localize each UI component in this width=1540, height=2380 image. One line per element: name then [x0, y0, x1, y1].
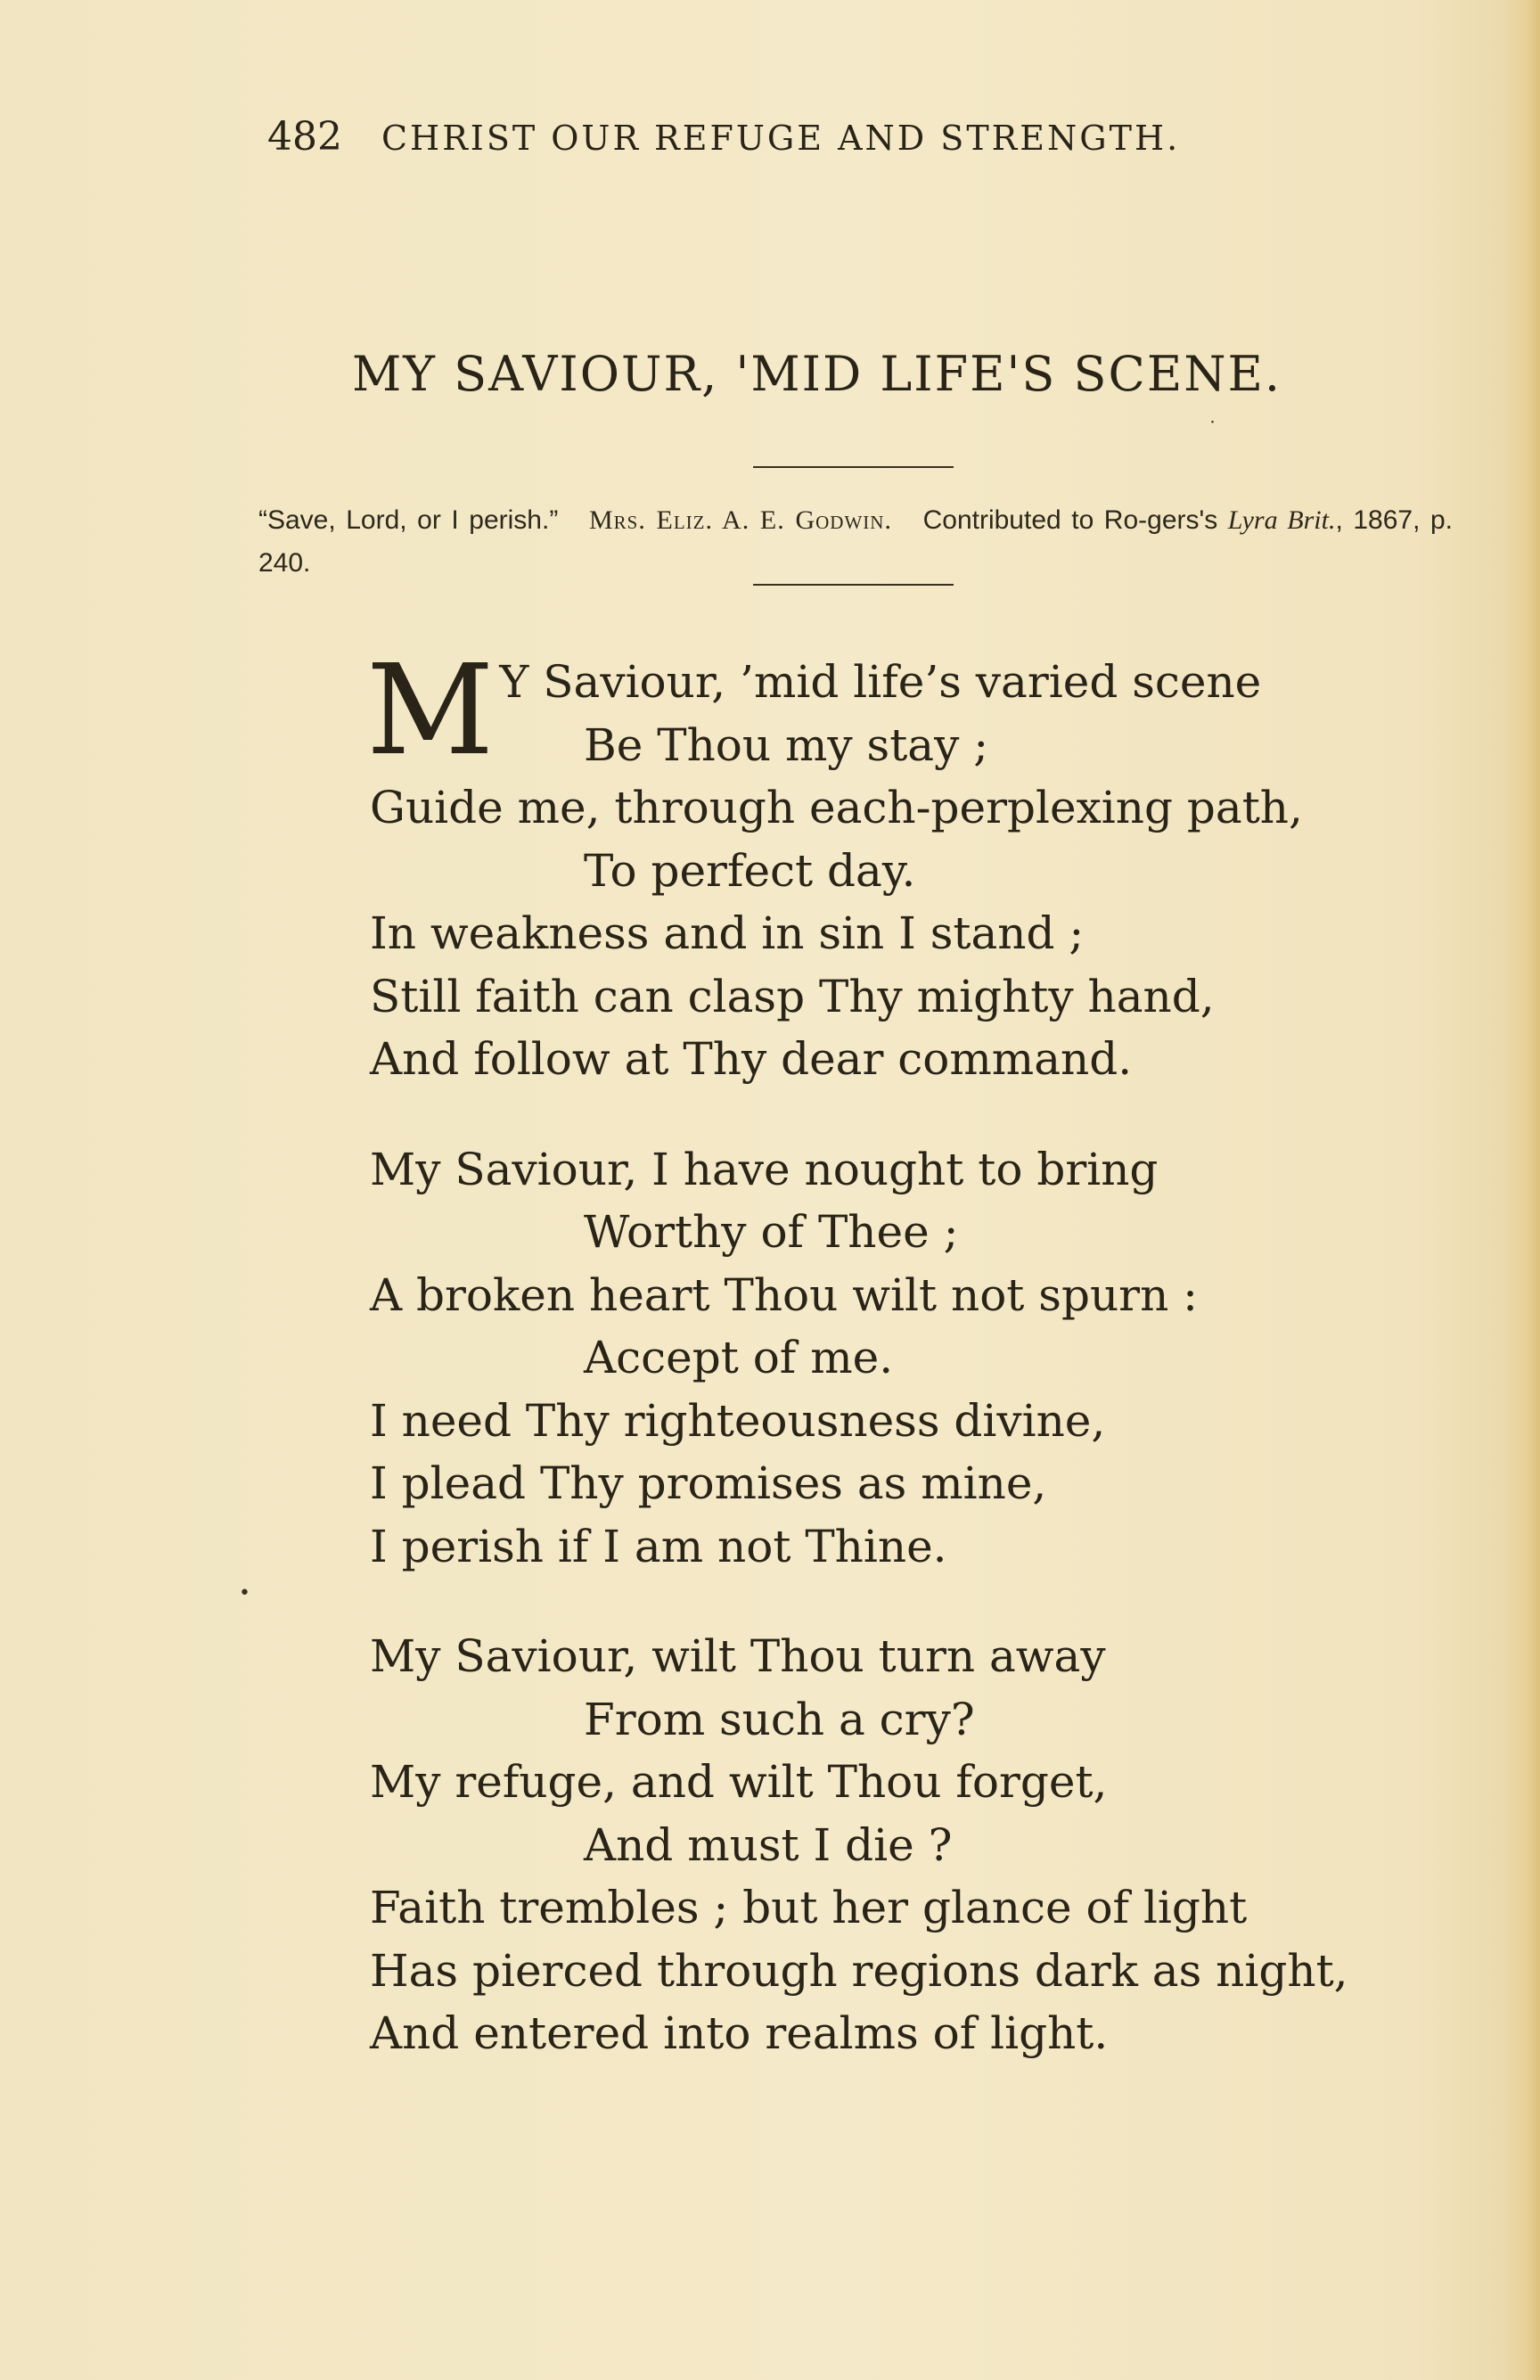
epigraph: “Save, Lord, or I perish.”: [258, 505, 559, 535]
verse-line: I plead Thy promises as mine,: [370, 1457, 1047, 1509]
verse-line: A broken heart Thou wilt not spurn :: [370, 1268, 1199, 1321]
verse-line: And follow at Thy dear command.: [370, 1033, 1133, 1085]
verse-line: And entered into realms of light.: [370, 2007, 1109, 2059]
source-rule: [753, 584, 954, 586]
verse-line: From such a cry?: [584, 1693, 975, 1745]
verse-line: Be Thou my stay ;: [584, 718, 989, 771]
source-title: Lyra Brit.: [1227, 505, 1336, 535]
source-details: , 1867, p. 240.: [258, 505, 1453, 578]
contribution-note: Contributed to Ro-gers's: [922, 505, 1218, 535]
verse-line: In weakness and in sin I stand ;: [370, 907, 1085, 959]
verse-line: Still faith can clasp Thy mighty hand,: [370, 970, 1215, 1022]
print-speck: ˙: [1208, 419, 1217, 441]
verse-line: Accept of me.: [584, 1332, 894, 1383]
stanza-2: [370, 1138, 1439, 1579]
running-head: [267, 114, 1337, 160]
print-speck: •: [239, 1582, 250, 1604]
hymn-source-note: [258, 499, 1453, 585]
hymn-title: MY SAVIOUR, 'MID LIFE'S SCENE.: [352, 346, 1282, 402]
verse-line: My refuge, and wilt Thou forget,: [370, 1756, 1108, 1808]
author-name: Mrs. Eliz. A. E. Godwin.: [588, 505, 892, 535]
running-title: CHRIST OUR REFUGE AND STRENGTH.: [381, 119, 1181, 158]
verse-line: Y Saviour, ’mid life’s varied scene: [499, 656, 1262, 708]
drop-cap: M: [366, 638, 495, 784]
verse-line: My Saviour, wilt Thou turn away: [370, 1630, 1106, 1682]
verse-line: Guide me, through each-perplexing path,: [370, 782, 1303, 833]
title-rule: [753, 466, 954, 468]
poem-body: [366, 638, 1439, 2113]
verse-line: Faith trembles ; but her glance of light: [370, 1882, 1248, 1933]
verse-line: And must I die ?: [584, 1818, 953, 1871]
stanza-1: [366, 638, 1439, 1091]
verse-line: I need Thy righteousness divine,: [370, 1394, 1106, 1447]
verse-line: I perish if I am not Thine.: [370, 1520, 947, 1572]
verse-line: My Saviour, I have nought to bring: [370, 1143, 1159, 1195]
verse-line: Has pierced through regions dark as night,: [370, 1944, 1348, 1997]
verse-line: To perfect day.: [584, 844, 916, 897]
page-number: 482: [267, 114, 342, 160]
page-edge: [1504, 0, 1540, 2380]
verse-line: Worthy of Thee ;: [584, 1206, 959, 1258]
stanza-3: [370, 1625, 1439, 2065]
